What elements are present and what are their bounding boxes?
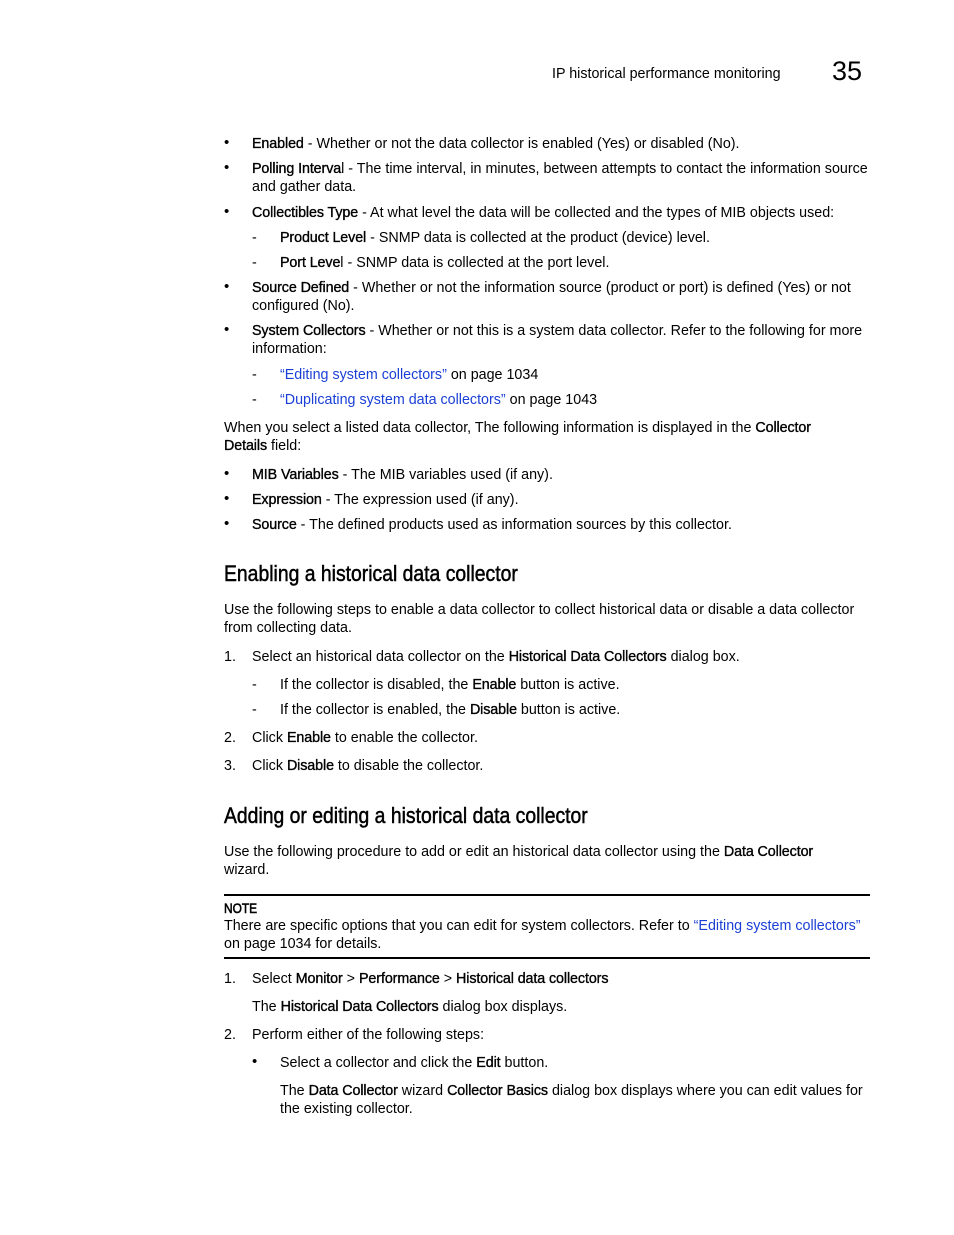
- list-item: Product Level - SNMP data is collected at the product (device) level.: [280, 230, 710, 246]
- bullet-icon: •: [224, 515, 230, 532]
- bullet-icon: •: [224, 159, 230, 176]
- section-heading-adding-editing: Adding or editing a historical data collector: [224, 803, 588, 828]
- list-item: Source - The defined products used as information sources by this collector.: [252, 517, 732, 533]
- list-item: MIB Variables - The MIB variables used (if any).: [252, 467, 553, 483]
- list-item: If the collector is disabled, the Enable button is active.: [280, 677, 620, 693]
- step-number: 1.: [224, 971, 236, 987]
- bullet-icon: •: [224, 490, 230, 507]
- step-number: 2.: [224, 1027, 236, 1043]
- duplicating-system-data-collectors-link[interactable]: “Duplicating system data collectors”: [280, 392, 506, 408]
- step-result: The Data Collector wizard Collector Basics dialog box displays where you can edit values for the existing collector.: [280, 1083, 863, 1117]
- list-item: “Editing system collectors” on page 1034: [280, 367, 539, 383]
- list-item: Collectibles Type - At what level the data will be collected and the types of MIB objects used:: [252, 205, 835, 221]
- bullet-icon: •: [224, 278, 230, 295]
- step-text: Select Monitor > Performance > Historical data collectors: [252, 971, 609, 987]
- note-bottom-rule: [224, 957, 870, 959]
- dash-marker: -: [252, 677, 257, 693]
- step-number: 1.: [224, 649, 236, 665]
- section1-intro: Use the following steps to enable a data collector to collect historical data or disable a data collector from collecting data.: [224, 602, 855, 636]
- step-text: Click Disable to disable the collector.: [252, 758, 484, 774]
- editing-system-collectors-link[interactable]: “Editing system collectors”: [280, 367, 447, 383]
- dash-marker: -: [252, 255, 257, 271]
- dash-marker: -: [252, 702, 257, 718]
- running-title: IP historical performance monitoring: [552, 66, 781, 82]
- dash-marker: -: [252, 230, 257, 246]
- list-item: “Duplicating system data collectors” on page 1043: [280, 392, 598, 408]
- bullet-icon: •: [224, 465, 230, 482]
- dash-marker: -: [252, 367, 257, 383]
- details-paragraph: When you select a listed data collector, The following information is displayed in the Collector Details field:: [224, 420, 811, 454]
- step-number: 2.: [224, 730, 236, 746]
- note-text: There are specific options that you can edit for system collectors. Refer to “Editing system collectors” on page 1034 for details.: [224, 918, 861, 952]
- bullet-icon: •: [224, 134, 230, 151]
- step-text: Select an historical data collector on the Historical Data Collectors dialog box.: [252, 649, 740, 665]
- list-item: Expression - The expression used (if any).: [252, 492, 519, 508]
- step-text: Perform either of the following steps:: [252, 1027, 485, 1043]
- list-item: System Collectors - Whether or not this is a system data collector. Refer to the following for more information:: [252, 323, 863, 357]
- section-heading-enabling: Enabling a historical data collector: [224, 561, 518, 586]
- list-item: If the collector is enabled, the Disable button is active.: [280, 702, 621, 718]
- list-item: Port Level - SNMP data is collected at the port level.: [280, 255, 610, 271]
- step-text: Click Enable to enable the collector.: [252, 730, 478, 746]
- step-number: 3.: [224, 758, 236, 774]
- step-result: The Historical Data Collectors dialog box displays.: [252, 999, 568, 1015]
- note-label: NOTE: [224, 900, 258, 916]
- bullet-icon: •: [224, 203, 230, 220]
- note-editing-system-collectors-link[interactable]: “Editing system collectors”: [693, 918, 861, 934]
- note-top-rule: [224, 894, 870, 896]
- list-item: Enabled - Whether or not the data collector is enabled (Yes) or disabled (No).: [252, 136, 740, 152]
- section2-intro: Use the following procedure to add or edit an historical data collector using the Data Collector wizard.: [224, 844, 814, 878]
- list-item: Select a collector and click the Edit button.: [280, 1055, 549, 1071]
- bullet-icon: •: [252, 1053, 258, 1070]
- bullet-icon: •: [224, 321, 230, 338]
- list-item: Polling Interval - The time interval, in minutes, between attempts to contact the information source and gather data.: [252, 161, 868, 195]
- list-item: Source Defined - Whether or not the information source (product or port) is defined (Yes) or not configured (No).: [252, 280, 851, 314]
- chapter-number: 35: [832, 56, 863, 86]
- dash-marker: -: [252, 392, 257, 408]
